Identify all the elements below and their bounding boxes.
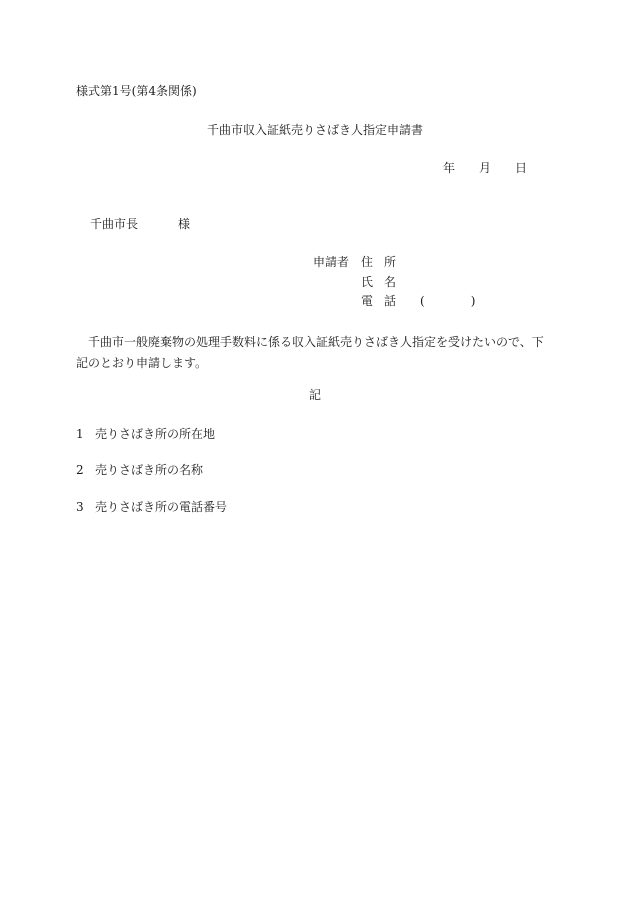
item-number: 3 bbox=[76, 500, 84, 514]
addressee-name: 千曲市長 bbox=[90, 217, 139, 231]
item-number: 2 bbox=[76, 463, 84, 477]
body-paragraph: 千曲市一般廃棄物の処理手数料に係る収入証紙売りさばき人指定を受けたいので、下記のとおり申請します。 bbox=[76, 335, 544, 370]
item-label: 売りさばき所の名称 bbox=[95, 463, 204, 477]
form-number: 様式第1号(第4条関係) bbox=[76, 84, 197, 98]
date-year-label: 年 bbox=[443, 161, 456, 175]
addressee bbox=[90, 218, 190, 230]
item-label: 売りさばき所の所在地 bbox=[95, 427, 216, 441]
applicant-label: 申請者 bbox=[313, 255, 350, 269]
phone-parentheses bbox=[420, 295, 475, 307]
phone-open-paren: ( bbox=[420, 294, 425, 308]
document-title: 千曲市収入証紙売りさばき人指定申請書 bbox=[206, 123, 423, 137]
ki-heading: 記 bbox=[308, 388, 321, 402]
phone-close-paren: ) bbox=[470, 294, 476, 308]
date-month-label: 月 bbox=[479, 161, 492, 175]
item-number: 1 bbox=[76, 427, 84, 441]
name-label: 氏名 bbox=[361, 275, 408, 289]
date-line bbox=[443, 162, 527, 174]
phone-label: 電話 bbox=[361, 294, 408, 308]
list-item bbox=[76, 428, 215, 440]
list-item bbox=[76, 464, 203, 476]
list-item bbox=[76, 501, 227, 513]
date-day-label: 日 bbox=[515, 161, 528, 175]
addressee-honorific: 様 bbox=[178, 217, 191, 231]
item-label: 売りさばき所の電話番号 bbox=[95, 500, 228, 514]
address-label: 住所 bbox=[361, 255, 408, 269]
